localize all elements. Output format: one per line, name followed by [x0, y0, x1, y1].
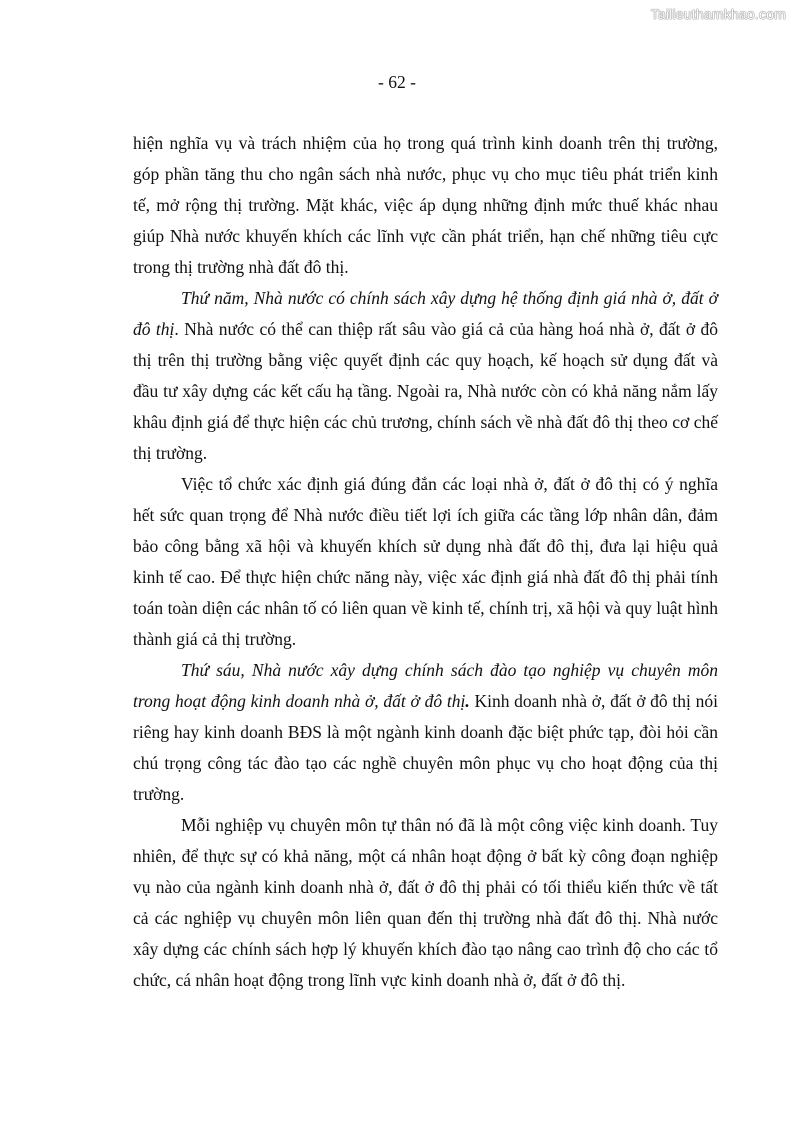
- page-number: - 62 -: [378, 72, 416, 92]
- paragraph-4-mark: .: [465, 691, 470, 711]
- watermark: Tailieuthamkhao.com: [650, 6, 786, 22]
- paragraph-4: [133, 655, 718, 810]
- paragraph-3: Việc tổ chức xác định giá đúng đắn các loại nhà ở, đất ở đô thị có ý nghĩa hết sức quan trọng để Nhà nước điều tiết lợi ích giữa các tầng lớp nhân dân, đảm bảo công bằng xã hội và khuyến khích sử dụng nhà đất đô thị, đưa lại hiệu quả kinh tế cao. Để thực hiện chức năng này, việc xác định giá nhà đất đô thị phải tính toán toàn diện các nhân tố có liên quan về kinh tế, chính trị, xã hội và quy luật hình thành giá cả thị trường.: [133, 474, 718, 649]
- paragraph-4-lead: Thứ sáu, Nhà nước xây dựng chính sách đào tạo nghiệp vụ chuyên môn trong hoạt động kinh doanh nhà ở, đất ở đô thị: [133, 660, 718, 711]
- paragraph-4-body: Kinh doanh nhà ở, đất ở đô thị nói riêng hay kinh doanh BĐS là một ngành kinh doanh đặc biệt phức tạp, đòi hỏi cần chú trọng công tác đào tạo các nghề chuyên môn phục vụ cho hoạt động của thị trường.: [133, 691, 719, 804]
- paragraph-2-body: . Nhà nước có thể can thiệp rất sâu vào giá cả của hàng hoá nhà ở, đất ở đô thị trên thị trường bằng việc quyết định các quy hoạch, kế hoạch sử dụng đất và đầu tư xây dựng các kết cấu hạ tầng. Ngoài ra, Nhà nước còn có khả năng nắm lấy khâu định giá để thực hiện các chủ trương, chính sách về nhà đất đô thị theo cơ chế thị trường.: [133, 319, 718, 463]
- paragraph-2-lead: Thứ năm, Nhà nước có chính sách xây dựng hệ thống định giá nhà ở, đất ở đô thị: [133, 288, 718, 339]
- document-body: [133, 128, 718, 996]
- paragraph-1: hiện nghĩa vụ và trách nhiệm của họ trong quá trình kinh doanh trên thị trường, góp phần tăng thu cho ngân sách nhà nước, phục vụ cho mục tiêu phát triển kinh tế, mở rộng thị trường. Mặt khác, việc áp dụng những định mức thuế khác nhau giúp Nhà nước khuyến khích các lĩnh vực cần phát triển, hạn chế những tiêu cực trong thị trường nhà đất đô thị.: [133, 133, 718, 277]
- paragraph-5: Mỗi nghiệp vụ chuyên môn tự thân nó đã là một công việc kinh doanh. Tuy nhiên, để thực sự có khả năng, một cá nhân hoạt động ở bất kỳ công đoạn nghiệp vụ nào của ngành kinh doanh nhà ở, đất ở đô thị phải có tối thiểu kiến thức về tất cả các nghiệp vụ chuyên môn liên quan đến thị trường nhà đất đô thị. Nhà nước xây dựng các chính sách hợp lý khuyến khích đào tạo nâng cao trình độ cho các tổ chức, cá nhân hoạt động trong lĩnh vực kinh doanh nhà ở, đất ở đô thị.: [133, 815, 718, 990]
- paragraph-2: [133, 283, 718, 469]
